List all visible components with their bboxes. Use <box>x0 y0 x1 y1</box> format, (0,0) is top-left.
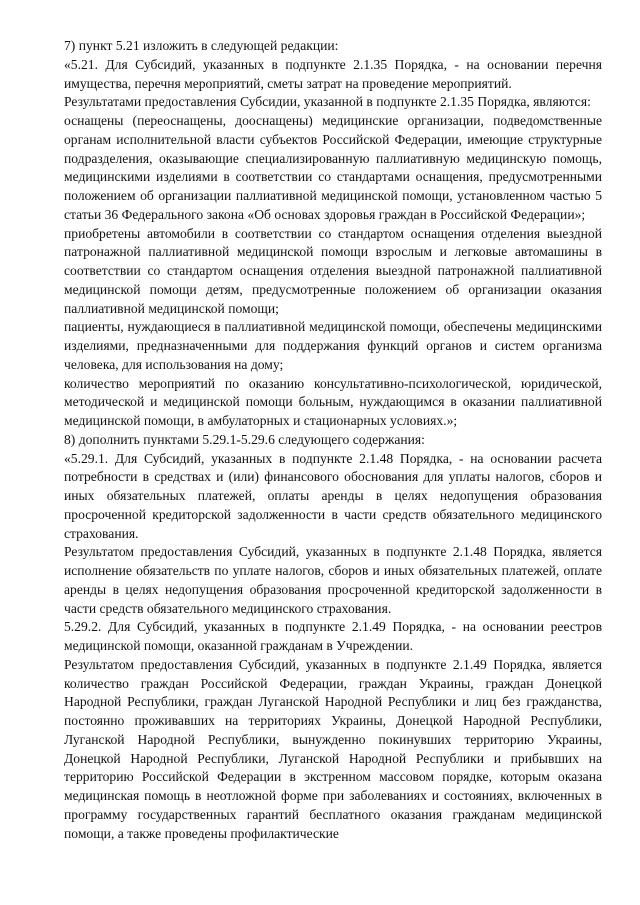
paragraph-patients-provided: пациенты, нуждающиеся в паллиативной медицинской помощи, обеспечены медицинскими изделиями, предназначенными для поддержания функций органов и систем организма человека, для использования на дому; <box>64 319 602 372</box>
paragraph-item-7-heading: 7) пункт 5.21 изложить в следующей редакции: <box>64 38 339 53</box>
paragraph-results-5-29-2: Результатом предоставления Субсидий, указанных в подпункте 2.1.49 Порядка, является количество граждан Российской Федерации, граждан Украины, граждан Донецкой Народной Республики, граждан Луганской Народной Республики и лиц без гражданства, постоянно проживавших на территориях Украины, Донецкой Народной Республики, Луганской Народной Республики, вынужденно покинувших территорию Украины, Донецкой Народной Республики, Луганской Народной Республики и прибывших на территорию Российской Федерации в экстренном массовом порядке, которым оказана медицинская помощь в неотложной форме при заболеваниях и состояниях, включенных в программу государственных гарантий бесплатного оказания гражданам медицинской помощи, а также проведены профилактические <box>64 656 602 841</box>
paragraph-results-5-29-1: Результатом предоставления Субсидий, указанных в подпункте 2.1.48 Порядка, является исполнение обязательств по уплате налогов, сборов и иных обязательных платежей, оплате аренды в целях недопущения образования просроченной кредиторской задолженности в части средств обязательного медицинского страхования. <box>64 544 602 616</box>
paragraph-5-29-1: «5.29.1. Для Субсидий, указанных в подпункте 2.1.48 Порядка, - на основании расчета потребности в средствах и (или) финансового обоснования для уплаты налогов, сборов и иных обязательных платежей, оплаты аренды в целях недопущения образования просроченной кредиторской задолженности в части средств обязательного медицинского страхования. <box>64 450 602 541</box>
paragraph-vehicles-purchased: приобретены автомобили в соответствии со стандартом оснащения отделения выездной патронажной паллиативной медицинской помощи взрослым и легковые автомашины в соответствии со стандартом оснащения отделения выездной патронажной паллиативной медицинской помощи детям, предусмотренные положением об организации оказания паллиативной медицинской помощи; <box>64 225 602 316</box>
paragraph-results-5-21: Результатами предоставления Субсидии, указанной в подпункте 2.1.35 Порядка, являются: <box>64 94 591 110</box>
paragraph-equipped-organizations: оснащены (переоснащены, дооснащены) медицинские организации, подведомственные органам исполнительной власти субъектов Российской Федерации, имеющие структурные подразделения, оказывающие специализированную паллиативную медицинскую помощь, медицинскими изделиями в соответствии со стандартами оснащения, предусмотренными положением об организации паллиативной медицинской помощи, установленном частью 5 статьи 36 Федерального закона «Об основах здоровья граждан в Российской Федерации»; <box>64 113 602 222</box>
paragraph-5-29-2: 5.29.2. Для Субсидий, указанных в подпункте 2.1.49 Порядка, - на основании реестров медицинской помощи, оказанной гражданам в Учреждении. <box>64 619 602 653</box>
paragraph-events-count: количество мероприятий по оказанию консультативно-психологической, юридической, методической и медицинской помощи больным, нуждающимся в оказании паллиативной медицинской помощи, в амбулаторных и стационарных условиях.»; <box>64 375 602 428</box>
paragraph-item-8-heading: 8) дополнить пунктами 5.29.1-5.29.6 следующего содержания: <box>64 431 425 447</box>
paragraph-5-21: «5.21. Для Субсидий, указанных в подпункте 2.1.35 Порядка, - на основании перечня имущества, перечня мероприятий, сметы затрат на проведение мероприятий. <box>64 56 602 91</box>
